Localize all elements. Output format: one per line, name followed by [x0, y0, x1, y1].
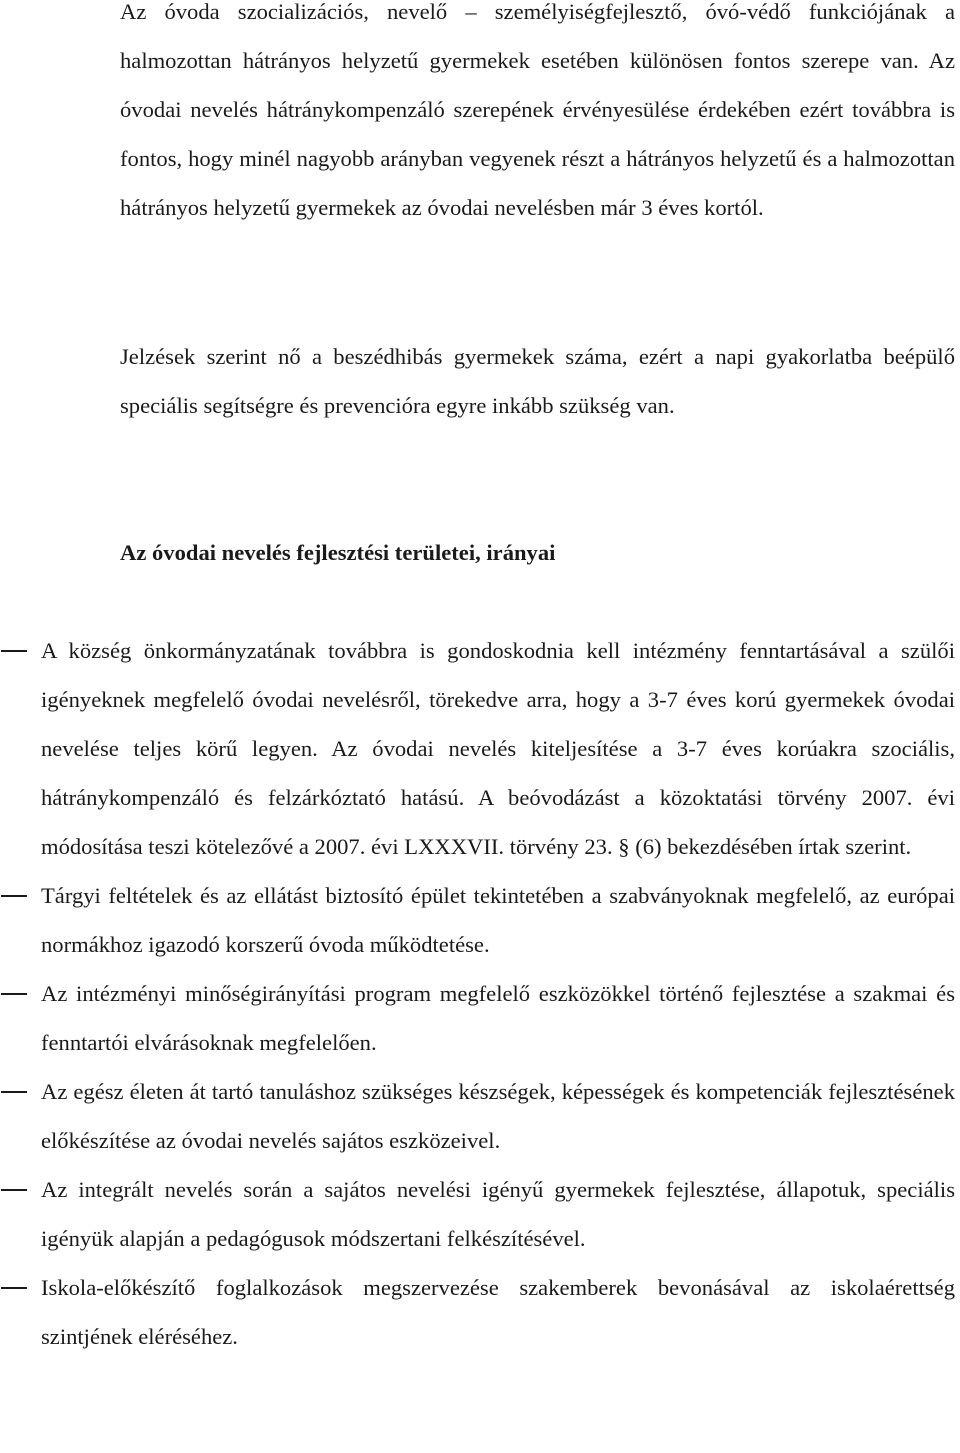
list-item-text: Az egész életen át tartó tanuláshoz szükséges készségek, képességek és kompetenciák fejlesztésének előkészítése az óvodai nevelés sajátos eszközeivel. [41, 1079, 955, 1153]
section-heading: Az óvodai nevelés fejlesztési területei, irányai [120, 540, 556, 565]
list-item-text: Az intézményi minőségirányítási program megfelelő eszközökkel történő fejlesztése a szakmai és fenntartói elvárásoknak megfelelően. [41, 981, 955, 1055]
dash-bullet-icon [1, 895, 27, 897]
list-item [0, 969, 960, 1067]
list-item [0, 626, 960, 871]
dash-bullet-icon [1, 1091, 27, 1093]
list-item [0, 871, 960, 969]
dash-bullet-icon [1, 1189, 27, 1191]
list-item-text: Tárgyi feltételek és az ellátást biztosító épület tekintetében a szabványoknak megfelelő, az európai normákhoz igazodó korszerű óvoda működtetése. [41, 883, 955, 957]
list-item-text: Az integrált nevelés során a sajátos nevelési igényű gyermekek fejlesztése, állapotuk, speciális igényük alapján a pedagógusok módszertani felkészítésével. [41, 1177, 955, 1251]
paragraph-speech-therapy: Jelzések szerint nő a beszédhibás gyermekek száma, ezért a napi gyakorlatba beépülő speciális segítségre és prevencióra egyre inkább szükség van. [120, 344, 955, 418]
paragraph-intro: Az óvoda szocializációs, nevelő – személyiségfejlesztő, óvó-védő funkciójának a halmozottan hátrányos helyzetű gyermekek esetében különösen fontos szerepe van. Az óvodai nevelés hátránykompenzáló szerepének érvényesülése érdekében ezért továbbra is fontos, hogy minél nagyobb arányban vegyenek részt a hátrányos helyzetű és a halmozottan hátrányos helyzetű gyermekek az óvodai nevelésben már 3 éves kortól. [120, 0, 955, 220]
list-item [0, 1067, 960, 1165]
bullet-list [0, 626, 960, 1361]
dash-bullet-icon [1, 993, 27, 995]
dash-bullet-icon [1, 650, 27, 652]
list-item [0, 1165, 960, 1263]
list-item-text: Iskola-előkészítő foglalkozások megszervezése szakemberek bevonásával az iskolaérettség szintjének eléréséhez. [41, 1275, 955, 1349]
dash-bullet-icon [1, 1287, 27, 1289]
list-item [0, 1263, 960, 1361]
list-item-text: A község önkormányzatának továbbra is gondoskodnia kell intézmény fenntartásával a szülői igényeknek megfelelő óvodai nevelésről, törekedve arra, hogy a 3-7 éves korú gyermekek óvodai nevelése teljes körű legyen. Az óvodai nevelés kiteljesítése a 3-7 éves korúakra szociális, hátránykompenzáló és felzárkóztató hatású. A beóvodázást a közoktatási törvény 2007. évi módosítása teszi kötelezővé a 2007. évi LXXXVII. törvény 23. § (6) bekezdésében írtak szerint. [41, 638, 955, 859]
